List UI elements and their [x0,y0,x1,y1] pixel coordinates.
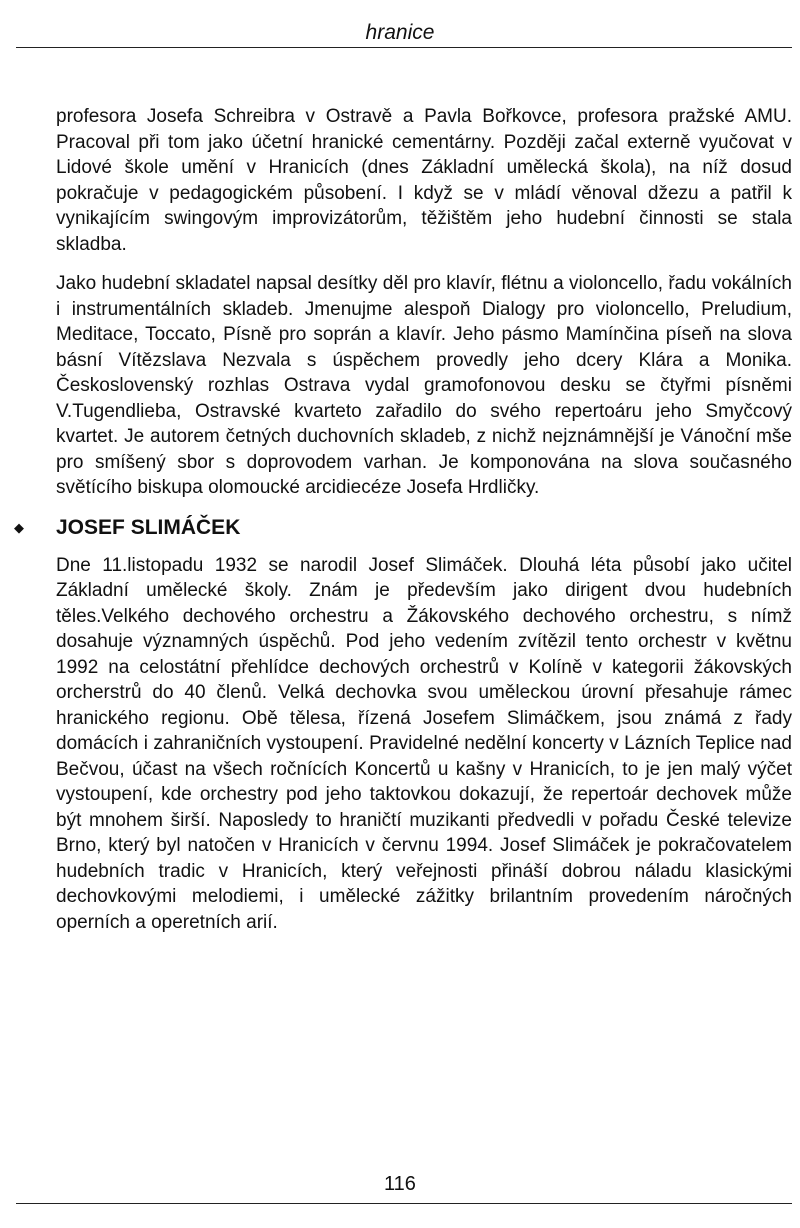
running-header: hranice [365,21,435,44]
body-paragraph: profesora Josefa Schreibra v Ostravě a Pavla Bořkovce, profesora pražské AMU. Pracoval při tom jako účetní hranické cementárny. Později začal externě vyučovat v Lidové škole umění v Hranicích (dnes Základní umělecká škola), na níž dosud pokračuje v pedagogickém působení. I když se v mládí věnoval džezu a patřil k vynikajícím swingovým improvizátorům, těžištěm jeho hudební činnosti se stala skladba. [56,106,792,255]
section-heading-text: JOSEF SLIMÁČEK [56,515,241,539]
section-heading [14,515,792,541]
header-rule [16,47,792,48]
footer-rule [16,1203,792,1204]
body-paragraph: Jako hudební skladatel napsal desítky děl pro klavír, flétnu a violoncello, řadu vokálních i instrumentálních skladeb. Jmenujme alespoň Dialogy pro violoncello, Preludium, Meditace, Toccato, Písně pro soprán a klavír. Jeho pásmo Mamínčina píseň na slova básní Vítězslava Nezvala s úspěchem provedly jeho dcery Klára a Monika. Československý rozhlas Ostrava vydal gramofonovou desku se čtyřmi písněmi V.Tugendlieba, Ostravské kvarteto zařadilo do svého repertoáru jeho Smyčcový kvartet. Je autorem četných duchovních skladeb, z nichž nejznámnější je Vánoční mše pro smíšený sbor s doprovodem varhan. Je komponována na slova současného světícího biskupa olomoucké arcidiecéze Josefa Hrdličky. [56,273,792,498]
body-paragraph: Dne 11.listopadu 1932 se narodil Josef Slimáček. Dlouhá léta působí jako učitel Základní umělecké školy. Znám je především jako dirigent dvou hudebních těles.Velkého dechového orchestru a Žákovského dechového orchestru, s nímž dosahuje významných úspěchů. Pod jeho vedením zvítězil tento orchestr v květnu 1992 na celostátní přehlídce dechových orchestrů v Kolíně v kategorii žákovských orcherstrů do 40 členů. Velká dechovka svou uměleckou úrovní přesahuje rámec hranického regionu. Obě tělesa, řízená Josefem Slimáčkem, jsou známá z řady domácích i zahraničních vystoupení. Pravidelné nedělní koncerty v Lázních Teplice nad Bečvou, účast na všech ročnících Koncertů u kašny v Hranicích, to je jen malý výčet vystoupení, kde orchestry pod jeho taktovkou dokazují, že repertoár dechovek může být mnohem širší. Naposledy to hraničtí muzikanti předvedli v pořadu České televize Brno, který byl natočen v Hranicích v červnu 1994. Josef Slimáček je pokračovatelem hudebních tradic v Hranicích, který veřejnosti přináší dobrou náladu klasickými dechovkovými melodiemi, i umělecké zážitky brilantním provedením náročných operních a operetních arií. [56,554,792,933]
page-body [14,104,792,935]
page-number: 116 [384,1173,416,1195]
diamond-bullet-icon: ◆ [14,519,24,535]
